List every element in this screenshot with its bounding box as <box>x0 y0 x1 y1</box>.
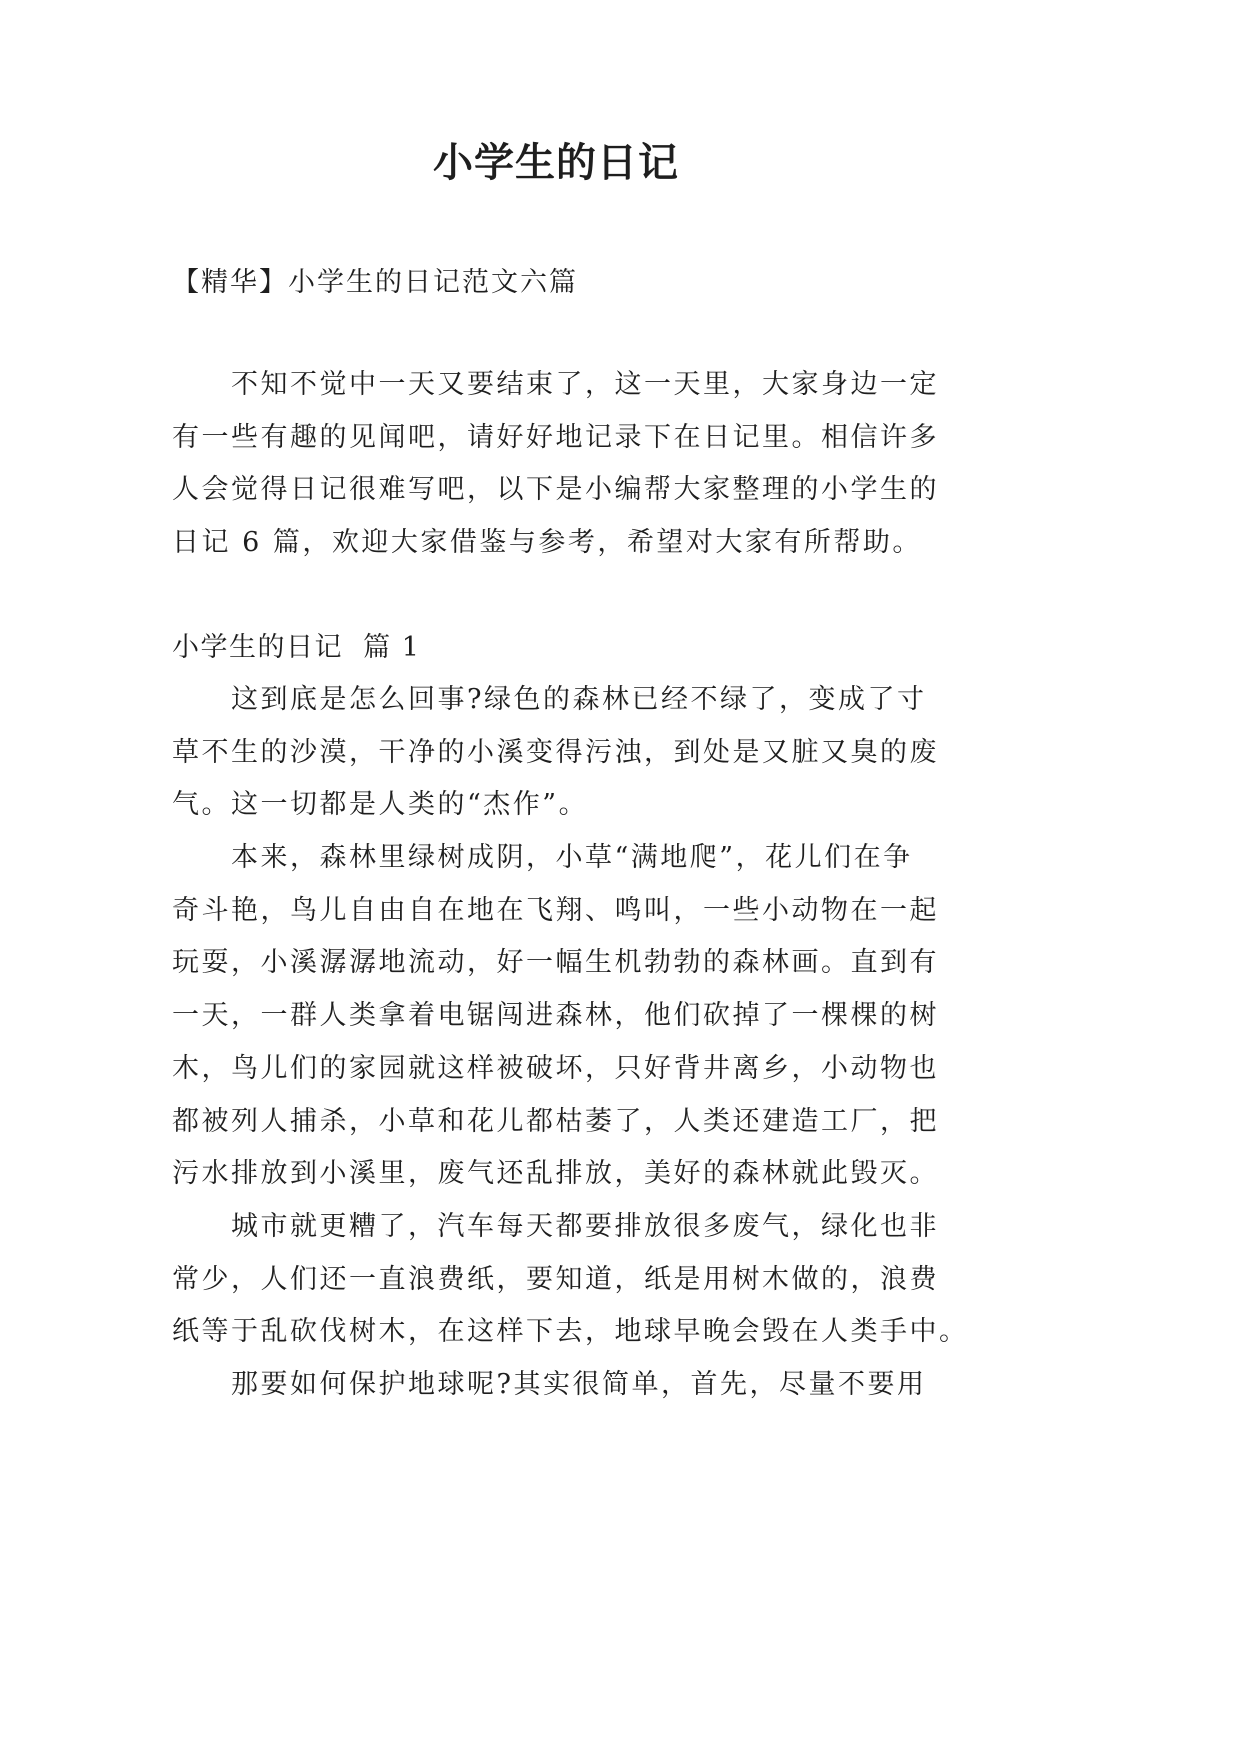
paragraph-line: 城市就更糟了，汽车每天都要排放很多废气，绿化也非 <box>231 1210 939 1242</box>
paragraph-line: 纸等于乱砍伐树木，在这样下去，地球早晚会毁在人类手中。 <box>172 1316 969 1348</box>
paragraph-line: 木，鸟儿们的家园就这样被破坏，只好背井离乡，小动物也 <box>172 1052 939 1084</box>
paragraph-line: 玩耍，小溪潺潺地流动，好一幅生机勃勃的森林画。直到有 <box>172 947 939 979</box>
paragraph-line: 都被列人捕杀，小草和花儿都枯萎了，人类还建造工厂，把 <box>172 1105 939 1137</box>
section-body <box>172 674 972 1412</box>
paragraph-line: 那要如何保护地球呢?其实很简单，首先，尽量不要用 <box>231 1368 927 1400</box>
paragraph-line: 有一些有趣的见闻吧，请好好地记录下在日记里。相信许多 <box>172 421 939 453</box>
body-paragraph <box>172 674 972 832</box>
document-subtitle: 【精华】小学生的日记范文六篇 <box>172 267 578 298</box>
paragraph-line: 不知不觉中一天又要结束了，这一天里，大家身边一定 <box>231 369 939 400</box>
section-heading: 小学生的日记 篇 1 <box>172 632 421 663</box>
paragraph-line: 日记 6 篇，欢迎大家借鉴与参考，希望对大家有所帮助。 <box>172 527 922 559</box>
paragraph-line: 奇斗艳，鸟儿自由自在地在飞翔、鸣叫，一些小动物在一起 <box>172 894 939 926</box>
paragraph-line: 气。这一切都是人类的“杰作”。 <box>172 789 589 821</box>
paragraph-line: 这到底是怎么回事?绿色的森林已经不绿了，变成了寸 <box>231 684 927 715</box>
paragraph-line: 常少，人们还一直浪费纸，要知道，纸是用树木做的，浪费 <box>172 1263 939 1295</box>
body-paragraph <box>172 832 972 1201</box>
paragraph-line: 污水排放到小溪里，废气还乱排放，美好的森林就此毁灭。 <box>172 1158 939 1190</box>
document-title: 小学生的日记 <box>433 139 679 186</box>
body-paragraph <box>172 1201 972 1359</box>
paragraph-line: 人会觉得日记很难写吧，以下是小编帮大家整理的小学生的 <box>172 474 939 506</box>
paragraph-line: 草不生的沙漠，干净的小溪变得污浊，到处是又脏又臭的废 <box>172 736 939 768</box>
paragraph-line: 本来，森林里绿树成阴，小草“满地爬”，花儿们在争 <box>231 842 913 874</box>
body-paragraph <box>172 1359 972 1412</box>
paragraph-line: 一天，一群人类拿着电锯闯进森林，他们砍掉了一棵棵的树 <box>172 1000 939 1032</box>
intro-paragraph <box>172 359 972 570</box>
